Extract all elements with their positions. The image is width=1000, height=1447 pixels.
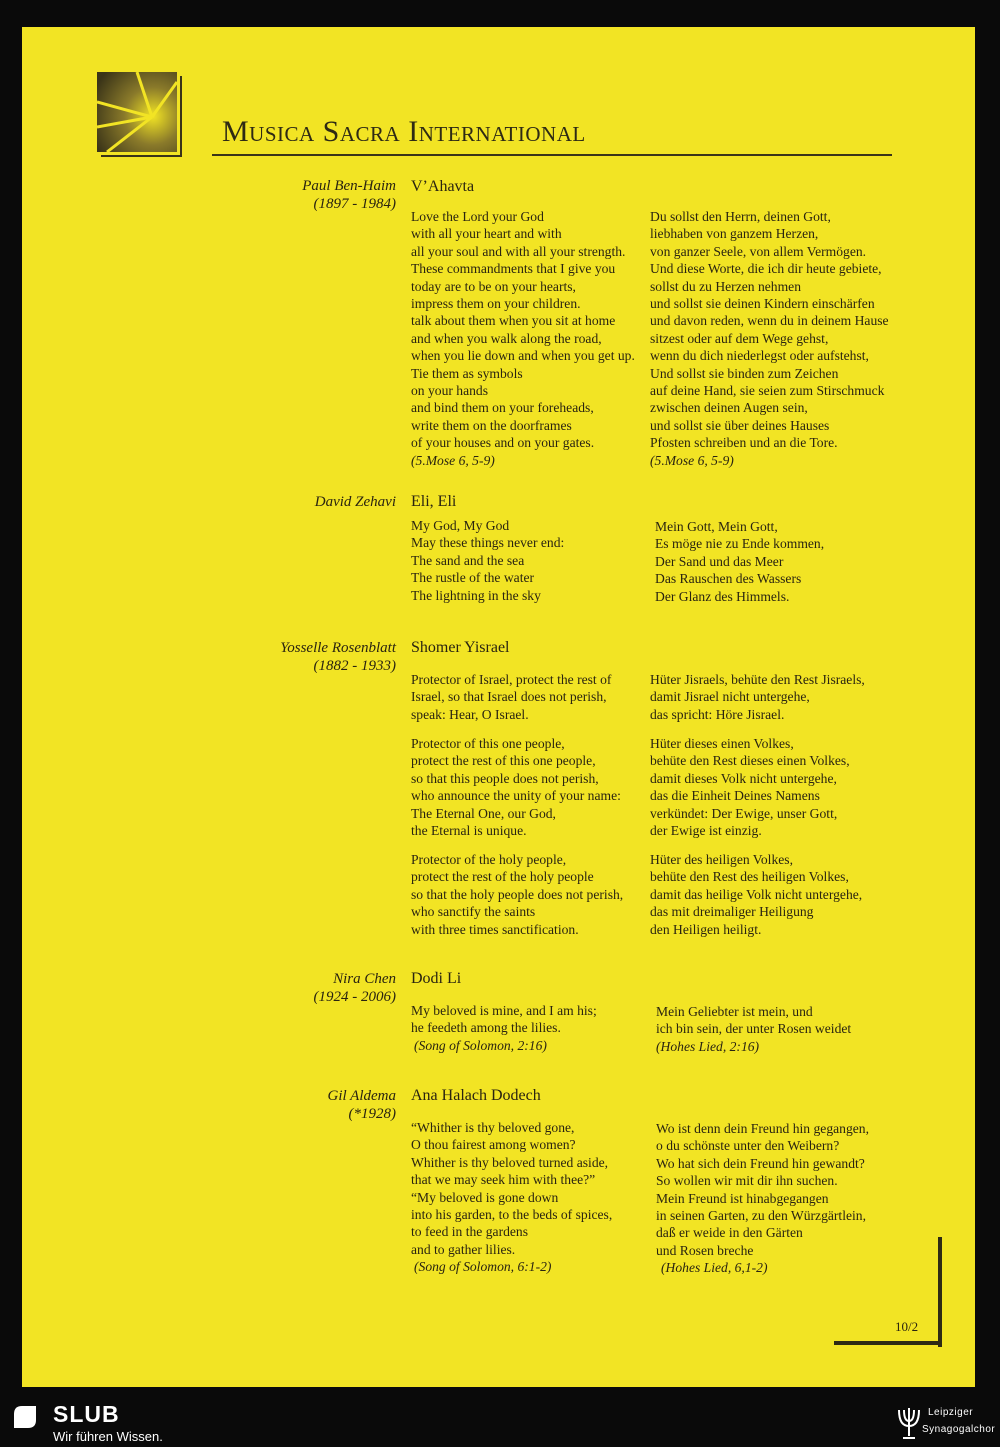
composer-dates: (1924 - 2006) [313, 989, 396, 1005]
lyrics-german: Mein Geliebter ist mein, und ich bin sein, der unter Rosen weidet (Hohes Lied, 2:16) [656, 1004, 852, 1054]
piece-title: Ana Halach Dodech [411, 1087, 541, 1104]
piece-title: Shomer Yisrael [411, 639, 510, 656]
lyrics-english: Protector of Israel, protect the rest of Israel, so that Israel does not perish, speak: Hear, O Israel. [411, 672, 612, 722]
piece-title: V’Ahavta [411, 178, 475, 195]
page-number: 10/2 [895, 1319, 919, 1334]
piece-title: Eli, Eli [411, 493, 457, 510]
lyrics-english: Love the Lord your God with all your heart and with all your soul and with all your strength. These commandments that I give you today are to be on your hearts, impress them on your children. talk about them when you sit at home and when you walk along the road, when you lie down and when you get up. Tie them as symbols on your hands and bind them on your foreheads, write them on the doorframes of your houses and on your gates. (5.Mose 6, 5-9) [411, 209, 635, 468]
piece-title: Dodi Li [411, 970, 462, 987]
scripture-reference: (Hohes Lied, 6,1-2) [661, 1260, 768, 1276]
composer-name: Gil Aldema [327, 1088, 396, 1104]
slub-logo-icon [10, 1402, 40, 1432]
library-name: SLUB [53, 1401, 120, 1427]
title-divider [212, 154, 892, 156]
lyrics-english: My God, My God May these things never end: The sand and the sea The rustle of the water The lightning in the sky [411, 518, 565, 603]
composer-dates: (1882 - 1933) [313, 658, 396, 674]
composer-name: Yosselle Rosenblatt [280, 640, 396, 656]
program-page [22, 27, 975, 1387]
sunburst-logo-icon [97, 72, 185, 158]
footer-bar [0, 1397, 1000, 1447]
composer-dates: (1897 - 1984) [313, 196, 396, 212]
composer-name: Paul Ben-Haim [302, 178, 396, 194]
composer-dates: (*1928) [348, 1106, 396, 1122]
scripture-reference: (5.Mose 6, 5-9) [411, 452, 495, 468]
scripture-reference: (Hohes Lied, 2:16) [656, 1038, 760, 1054]
lyrics-german: Mein Gott, Mein Gott, Es möge nie zu Ende kommen, Der Sand und das Meer Das Rauschen des Wassers Der Glanz des Himmels. [655, 519, 825, 604]
lyrics-english: Protector of the holy people, protect the rest of the holy people so that the holy people does not perish, who sanctify the saints with three times sanctification. [411, 852, 624, 937]
lyrics-german: Hüter des heiligen Volkes, behüte den Rest des heiligen Volkes, damit das heilige Volk nicht untergehe, das mit dreimaliger Heiligung den Heiligen heiligt. [650, 852, 863, 937]
choir-name-line2: Synagogalchor [922, 1424, 996, 1435]
page-title: Musica Sacra International [222, 115, 586, 148]
scripture-reference: (5.Mose 6, 5-9) [650, 452, 734, 468]
lyrics-german: Hüter dieses einen Volkes, behüte den Rest dieses einen Volkes, damit dieses Volk nicht untergehe, das die Einheit Deines Namens verkündet: Der Ewige, unser Gott, der Ewige ist einzig. [650, 736, 850, 839]
lyrics-english: “Whither is thy beloved gone, O thou fairest among women? Whither is thy beloved turned aside, that we may seek him with thee?” “My beloved is gone down into his garden, to the beds of spices, to feed in the gardens and to gather lilies. (Song of Solomon, 6:1-2) [411, 1120, 613, 1275]
composer-name: Nira Chen [333, 971, 396, 987]
lyrics-english: Protector of this one people, protect the rest of this one people, so that this people does not perish, who announce the unity of your name: The Eternal One, our God, the Eternal is unique. [411, 736, 621, 839]
composer-name: David Zehavi [314, 494, 396, 510]
choir-name-line1: Leipziger [928, 1407, 974, 1418]
lyrics-german: Wo ist denn dein Freund hin gegangen, o du schönste unter den Weibern? Wo hat sich dein Freund hin gewandt? So wollen wir mit dir ihn suchen. Mein Freund ist hinabgegangen in seinen Garten, zu den Würzgärtlein, daß er weide in den Gärten und Rosen breche (Hohes Lied, 6,1-2) [656, 1121, 869, 1276]
menorah-icon [895, 1402, 923, 1442]
lyrics-german: Hüter Jisraels, behüte den Rest Jisraels, damit Jisrael nicht untergehe, das spricht: Höre Jisrael. [650, 672, 865, 722]
scripture-reference: (Song of Solomon, 2:16) [414, 1037, 547, 1053]
corner-bracket-vertical [938, 1237, 942, 1347]
corner-bracket-horizontal [834, 1341, 942, 1345]
library-tagline: Wir führen Wissen. [53, 1429, 163, 1444]
lyrics-english: My beloved is mine, and I am his; he feedeth among the lilies. (Song of Solomon, 2:16) [411, 1003, 597, 1053]
scripture-reference: (Song of Solomon, 6:1-2) [414, 1259, 552, 1275]
lyrics-german: Du sollst den Herrn, deinen Gott, liebhaben von ganzem Herzen, von ganzer Seele, von allem Vermögen. Und diese Worte, die ich dir heute gebiete, sollst du zu Herzen nehmen und sollst sie deinen Kindern einschärfen und davon reden, wenn du in deinem Hause sitzest oder auf dem Wege gehst, wenn du dich niederlegst oder aufstehst, Und sollst sie binden zum Zeichen auf deine Hand, sie seien zum Stirschmuck zwischen deinen Augen sein, und sollst sie über deines Hauses Pfosten schreiben und an die Tore. (5.Mose 6, 5-9) [650, 209, 889, 468]
